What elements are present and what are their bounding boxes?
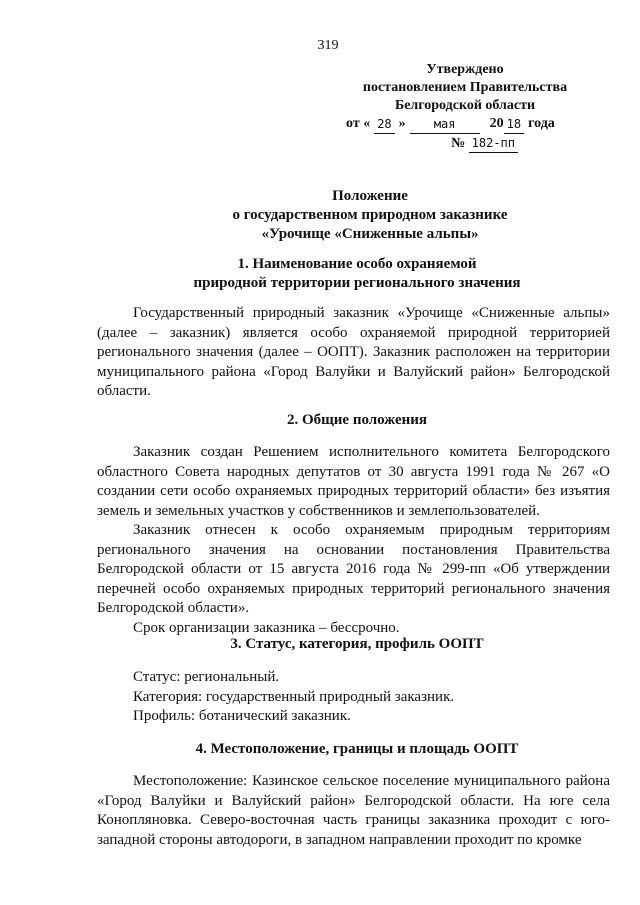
section-2-body bbox=[97, 443, 610, 638]
date-day: 28 bbox=[374, 115, 394, 134]
section-3-heading-line-1: 3. Статус, категория, профиль ООПТ bbox=[230, 636, 484, 652]
section-4-body bbox=[97, 772, 610, 850]
number-prefix: № bbox=[451, 136, 466, 151]
section-1-heading-line-2: природной территории регионального значения bbox=[193, 275, 521, 291]
number-value: 182-пп bbox=[469, 134, 518, 153]
section-4-heading bbox=[97, 740, 617, 759]
date-month: мая bbox=[410, 115, 480, 134]
document-title bbox=[100, 187, 640, 244]
approval-line-3: Белгородской области bbox=[394, 98, 536, 113]
section-2-paragraph-3: Срок организации заказника – бессрочно. bbox=[133, 619, 400, 636]
section-4-heading-line-1: 4. Местоположение, границы и площадь ООПТ bbox=[195, 741, 519, 757]
approval-line-2: постановлением Правительства bbox=[362, 80, 568, 95]
section-2-heading bbox=[97, 411, 617, 430]
profile-line: Профиль: ботанический заказник. bbox=[133, 708, 351, 724]
title-line-3: «Урочище «Сниженные альпы» bbox=[261, 226, 479, 242]
status-line: Статус: региональный. bbox=[133, 669, 280, 685]
section-2-heading-line-1: 2. Общие положения bbox=[286, 412, 428, 428]
date-prefix: от « bbox=[346, 116, 371, 131]
section-1-heading-line-1: 1. Наименование особо охраняемой bbox=[237, 256, 477, 272]
section-3-body bbox=[133, 668, 454, 727]
section-2-paragraph-2: Заказник отнесен к особо охраняемым природным территориям регионального значения на основании постановления Правительства Белгородской области от 15 августа 2016 года № 299-пп «Об утверждении перечней особо охраняемых природных территорий регионального значения Белгородской области». bbox=[97, 522, 610, 616]
approval-line-1: Утверждено bbox=[426, 62, 504, 77]
section-4-paragraph: Местоположение: Казинское сельское поселение муниципального района «Город Валуйки и Валуйский район» Белгородской области. На юге села Конопляновка. Северо-восточная часть границы заказника проходит с юго-западной стороны автодороги, в западном направлении проходит по кромке bbox=[97, 773, 610, 848]
approval-stamp bbox=[340, 61, 590, 153]
approval-number bbox=[340, 134, 590, 153]
approval-date bbox=[340, 115, 590, 134]
title-line-1: Положение bbox=[332, 188, 408, 204]
title-line-2: о государственном природном заказнике bbox=[232, 207, 508, 223]
year-prefix: 20 bbox=[489, 116, 504, 131]
section-3-heading bbox=[97, 635, 617, 654]
page-number: 319 bbox=[317, 38, 339, 53]
section-2-paragraph-1: Заказник создан Решением исполнительного комитета Белгородского областного Совета народных депутатов от 30 августа 1991 года № 267 «О создании сети особо охраняемых природных территорий области» без изъятия земель и земельных участков у собственников и землепользователей. bbox=[97, 444, 610, 519]
year-suffix: 18 bbox=[504, 115, 524, 134]
date-mid: » bbox=[398, 116, 406, 131]
section-1-paragraph: Государственный природный заказник «Урочище «Сниженные альпы» (далее – заказник) является особо охраняемой природной территорией регионального значения (далее – ООПТ). Заказник расположен на территории муниципального района «Город Валуйки и Валуйский район» Белгородской области. bbox=[97, 305, 610, 399]
category-line: Категория: государственный природный заказник. bbox=[133, 688, 455, 705]
section-1-heading bbox=[97, 255, 617, 293]
section-1-body bbox=[97, 304, 610, 402]
year-word: года bbox=[528, 116, 555, 131]
